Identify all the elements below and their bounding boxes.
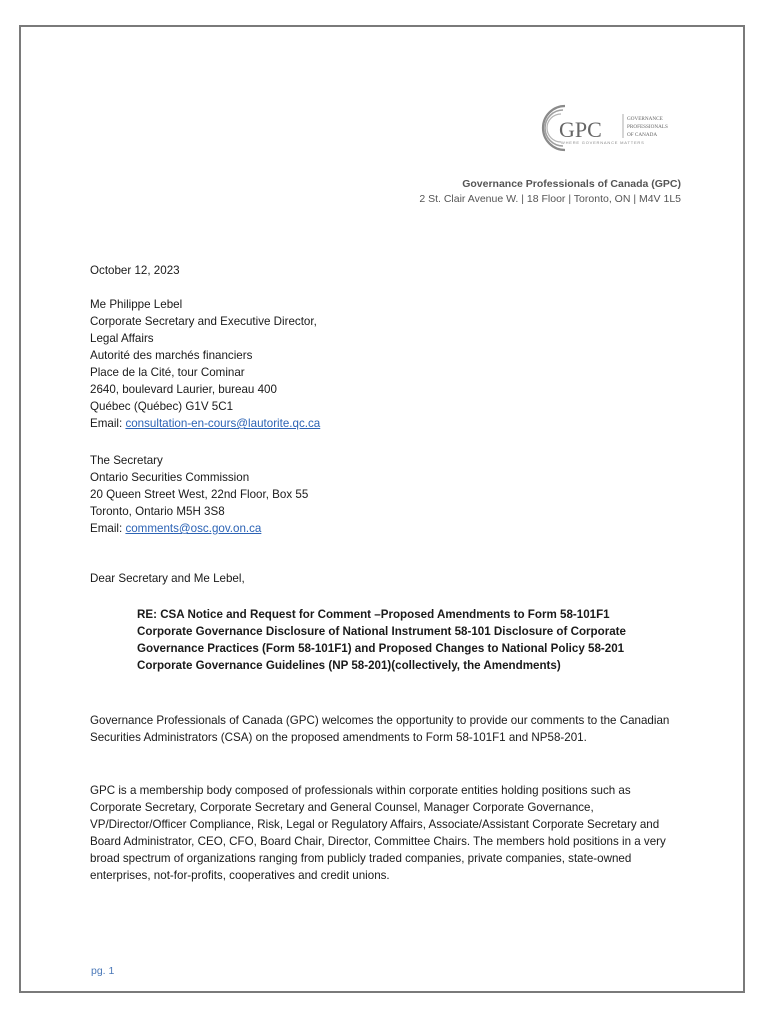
date-text: October 12, 2023 — [90, 264, 180, 277]
gpc-logo — [537, 100, 687, 156]
body-paragraph: Governance Professionals of Canada (GPC) welcomes the opportunity to provide our comments to the Canadian Securities Administrators (CSA) on the proposed amendments to Form 58-101F1 and NP58-201. — [90, 714, 670, 744]
address-line: Autorité des marchés financiers — [90, 349, 253, 362]
page-number: pg. 1 — [91, 965, 115, 977]
body-paragraph: GPC is a membership body composed of professionals within corporate entities holding positions such as Corporate Secretary, Corporate Secretary and General Counsel, Manager Corporate Governance, VP/Director/Officer Compliance, Risk, Legal or Regulatory Affairs, Associate/Assistant Corporate Secretary and Board Administrator, CEO, CFO, Board Chair, Director, Committee Chairs. The members hold positions in a very broad spectrum of organizations ranging from publicly traded companies, private companies, state-owned enterprises, not-for-profits, cooperatives and credit unions. — [90, 784, 666, 882]
svg-text:OF CANADA: OF CANADA — [627, 132, 658, 138]
address-line: Ontario Securities Commission — [90, 471, 250, 484]
recipient-block-amf — [90, 296, 320, 432]
salutation-text: Dear Secretary and Me Lebel, — [90, 572, 245, 585]
email-label: Email: — [90, 417, 126, 430]
svg-text:GOVERNANCE: GOVERNANCE — [627, 116, 663, 122]
address-line: Place de la Cité, tour Cominar — [90, 366, 245, 379]
svg-text:PROFESSIONALS: PROFESSIONALS — [627, 124, 668, 130]
letter-date — [90, 262, 180, 279]
svg-text:WHERE GOVERNANCE MATTERS: WHERE GOVERNANCE MATTERS — [561, 140, 645, 145]
address-line: Québec (Québec) G1V 5C1 — [90, 400, 234, 413]
address-line: The Secretary — [90, 454, 163, 467]
email-label: Email: — [90, 522, 126, 535]
address-line: 2640, boulevard Laurier, bureau 400 — [90, 383, 277, 396]
address-line: 20 Queen Street West, 22nd Floor, Box 55 — [90, 488, 309, 501]
address-line: Legal Affairs — [90, 332, 154, 345]
salutation — [90, 570, 245, 587]
address-line: Corporate Secretary and Executive Director, — [90, 315, 317, 328]
email-line — [90, 415, 320, 432]
email-line — [90, 520, 308, 537]
email-link-amf[interactable]: consultation-en-cours@lautorite.qc.ca — [125, 417, 321, 430]
address-line: Toronto, Ontario M5H 3S8 — [90, 505, 225, 518]
recipient-block-osc — [90, 452, 308, 537]
re-subject: RE: CSA Notice and Request for Comment –Proposed Amendments to Form 58-101F1 Corporate Governance Disclosure of National Instrument 58-101 Disclosure of Corporate Governance Practices (Form 58-101F1) and Proposed Changes to National Policy 58-201 Corporate Governance Guidelines (NP 58-201)(collectively, the Amendments) — [137, 608, 626, 672]
org-address: 2 St. Clair Avenue W. | 18 Floor | Toronto, ON | M4V 1L5 — [419, 193, 681, 205]
org-name: Governance Professionals of Canada (GPC) — [462, 178, 681, 190]
svg-text:GPC: GPC — [559, 117, 602, 142]
address-line: Me Philippe Lebel — [90, 298, 183, 311]
email-link-osc[interactable]: comments@osc.gov.on.ca — [125, 522, 262, 535]
